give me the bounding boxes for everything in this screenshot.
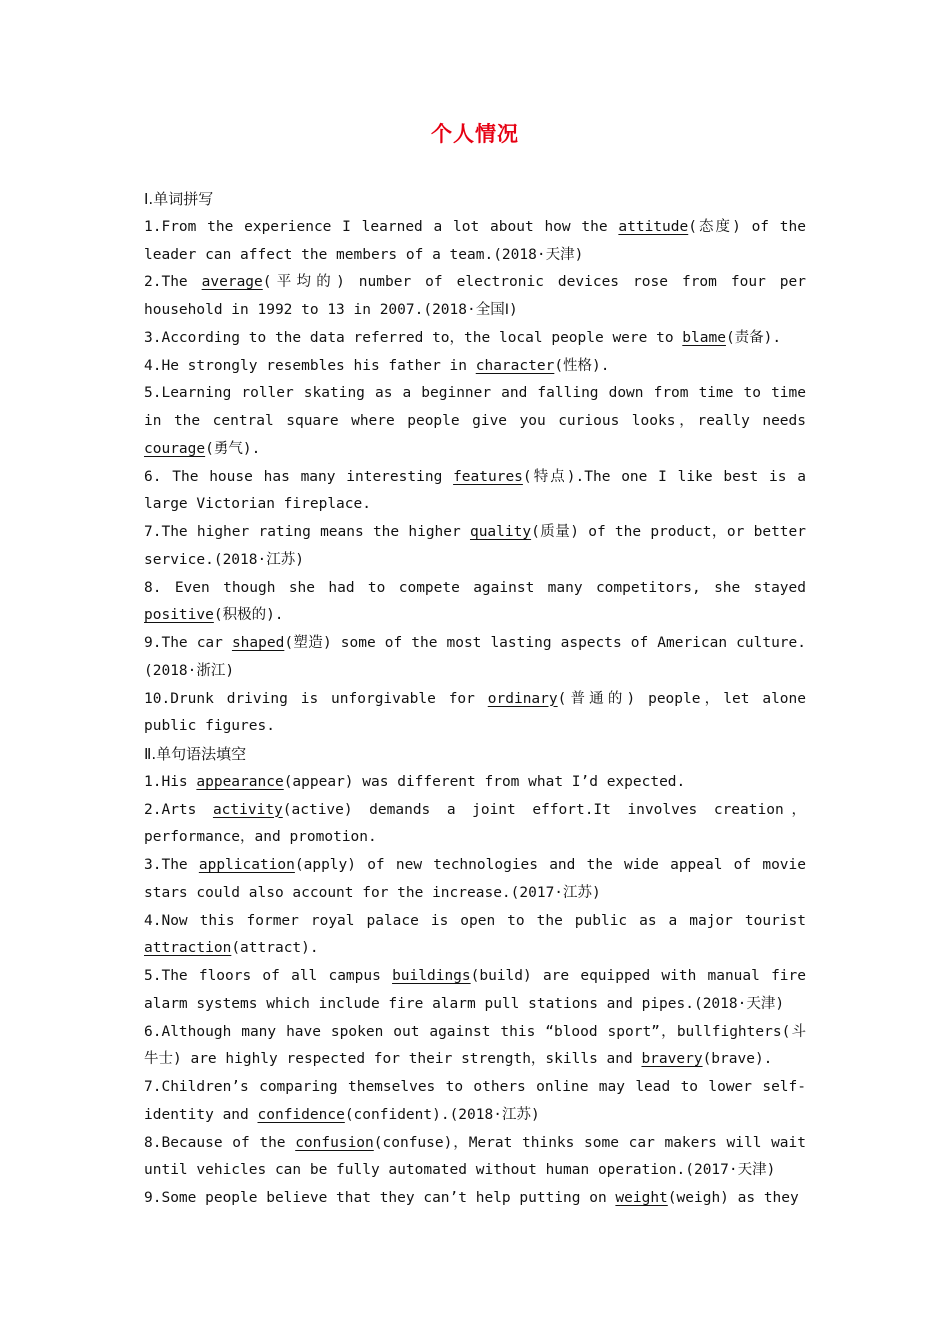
- item-text: (态度) of the leader can affect the members of a team.(2018·天津): [144, 218, 806, 263]
- item-text: (weigh) as they: [667, 1190, 799, 1206]
- page-title: 个人情况: [431, 122, 519, 146]
- item-text: (质量) of the product，or better service.(2018·江苏): [144, 524, 806, 568]
- item-text: 1.From the experience I learned a lot about how the: [144, 218, 619, 235]
- item-text: 6. The house has many interesting: [144, 468, 454, 485]
- spelling-item: [144, 269, 806, 325]
- spelling-items: [144, 214, 806, 741]
- item-text: (积极的).: [213, 607, 284, 624]
- answer-word: buildings: [392, 968, 471, 984]
- item-text: 2.The: [144, 274, 202, 291]
- answer-word: positive: [144, 607, 214, 624]
- item-text: 4.Now this former royal palace is open to the public as a major tourist: [144, 912, 806, 929]
- answer-word: shaped: [231, 635, 285, 651]
- answer-word: attraction: [144, 940, 232, 957]
- item-text: (confuse)，Merat thinks some car makers will wait until vehicles can be fully automated without human operation.(2017·天津): [144, 1134, 806, 1179]
- item-text: (brave).: [702, 1051, 773, 1068]
- answer-word: appearance: [196, 773, 284, 790]
- item-text: 2.Arts: [144, 801, 213, 818]
- spelling-item: [144, 214, 806, 270]
- answer-word: blame: [682, 329, 726, 346]
- item-text: (平均的) number of electronic devices rose from four per household in 1992 to 13 in 2007.(2018·全国Ⅰ): [144, 274, 806, 318]
- item-text: (特点).The one I like best is a large Victorian fireplace.: [144, 468, 807, 513]
- spelling-item: [144, 353, 806, 381]
- answer-word: average: [201, 274, 263, 291]
- item-text: (apply) of new technologies and the wide appeal of movie stars could also account for the increase.(2017·江苏): [144, 857, 806, 901]
- item-text: 1.His: [144, 773, 197, 790]
- item-text: (塑造) some of the most lasting aspects of American culture.(2018·浙江): [144, 635, 806, 679]
- item-text: (性格).: [554, 357, 610, 374]
- item-text: 7.The higher rating means the higher: [144, 524, 470, 540]
- item-text: (build) are equipped with manual fire alarm systems which include fire alarm pull stations and pipes.(2018·天津): [144, 968, 806, 1012]
- answer-word: courage: [144, 440, 206, 457]
- answer-word: features: [453, 468, 523, 485]
- exercise-content: [144, 186, 806, 1213]
- item-text: 3.According to the data referred to，the local people were to: [144, 329, 683, 346]
- answer-word: weight: [615, 1190, 668, 1206]
- grammar-item: [144, 1185, 806, 1213]
- spelling-item: [144, 464, 806, 520]
- section-heading-grammar: Ⅱ.单句语法填空: [144, 745, 247, 763]
- answer-word: confidence: [257, 1106, 345, 1123]
- grammar-item: [144, 1074, 806, 1130]
- item-text: 10.Drunk driving is unforgivable for: [144, 690, 488, 707]
- grammar-item: [144, 769, 806, 797]
- spelling-item: [144, 630, 806, 686]
- item-text: 3.The: [144, 857, 199, 873]
- item-text: 8.Because of the: [144, 1134, 296, 1151]
- item-text: (责备).: [725, 329, 782, 346]
- item-text: (attract).: [231, 940, 319, 957]
- section-heading-spelling: Ⅰ.单词拼写: [144, 190, 214, 208]
- item-text: 9.Some people believe that they can’t help putting on: [144, 1190, 616, 1206]
- grammar-item: [144, 852, 806, 908]
- item-text: 5.The floors of all campus: [144, 968, 393, 984]
- grammar-item: [144, 963, 806, 1019]
- spelling-item: [144, 519, 806, 575]
- item-text: (勇气).: [205, 440, 261, 457]
- item-text: 7.Children’s comparing themselves to others online may lead to lower self-identity and: [144, 1079, 806, 1123]
- answer-word: application: [198, 857, 295, 873]
- item-text: 8. Even though she had to compete against many competitors, she stayed: [144, 579, 806, 596]
- grammar-item: [144, 797, 806, 853]
- item-text: 5.Learning roller skating as a beginner and falling down from time to time in the central square where people give you curious looks，really needs: [144, 385, 806, 429]
- answer-word: attitude: [618, 218, 689, 235]
- answer-word: bravery: [641, 1051, 703, 1068]
- item-text: (普通的) people，let alone public figures.: [144, 690, 806, 735]
- item-text: 9.The car: [144, 635, 232, 651]
- spelling-item: [144, 325, 806, 353]
- item-text: 4.He strongly resembles his father in: [144, 357, 476, 374]
- spelling-item: [144, 575, 806, 631]
- answer-word: activity: [212, 801, 283, 818]
- answer-word: quality: [469, 524, 532, 540]
- item-text: 6.Although many have spoken out against this “blood sport”，bullfighters(斗牛士) are highly respected for their strength，skills and: [144, 1023, 806, 1068]
- grammar-item: [144, 1019, 806, 1075]
- answer-word: ordinary: [487, 690, 558, 707]
- grammar-items: [144, 769, 806, 1213]
- grammar-item: [144, 908, 806, 964]
- item-text: (appear) was different from what I’d expected.: [283, 773, 686, 790]
- spelling-item: [144, 686, 806, 742]
- item-text: (confident).(2018·江苏): [344, 1106, 540, 1123]
- grammar-item: [144, 1130, 806, 1186]
- spelling-item: [144, 380, 806, 463]
- answer-word: confusion: [295, 1134, 374, 1151]
- item-text: (active) demands a joint effort.It involves creation，performance，and promotion.: [144, 801, 806, 846]
- answer-word: character: [475, 357, 555, 374]
